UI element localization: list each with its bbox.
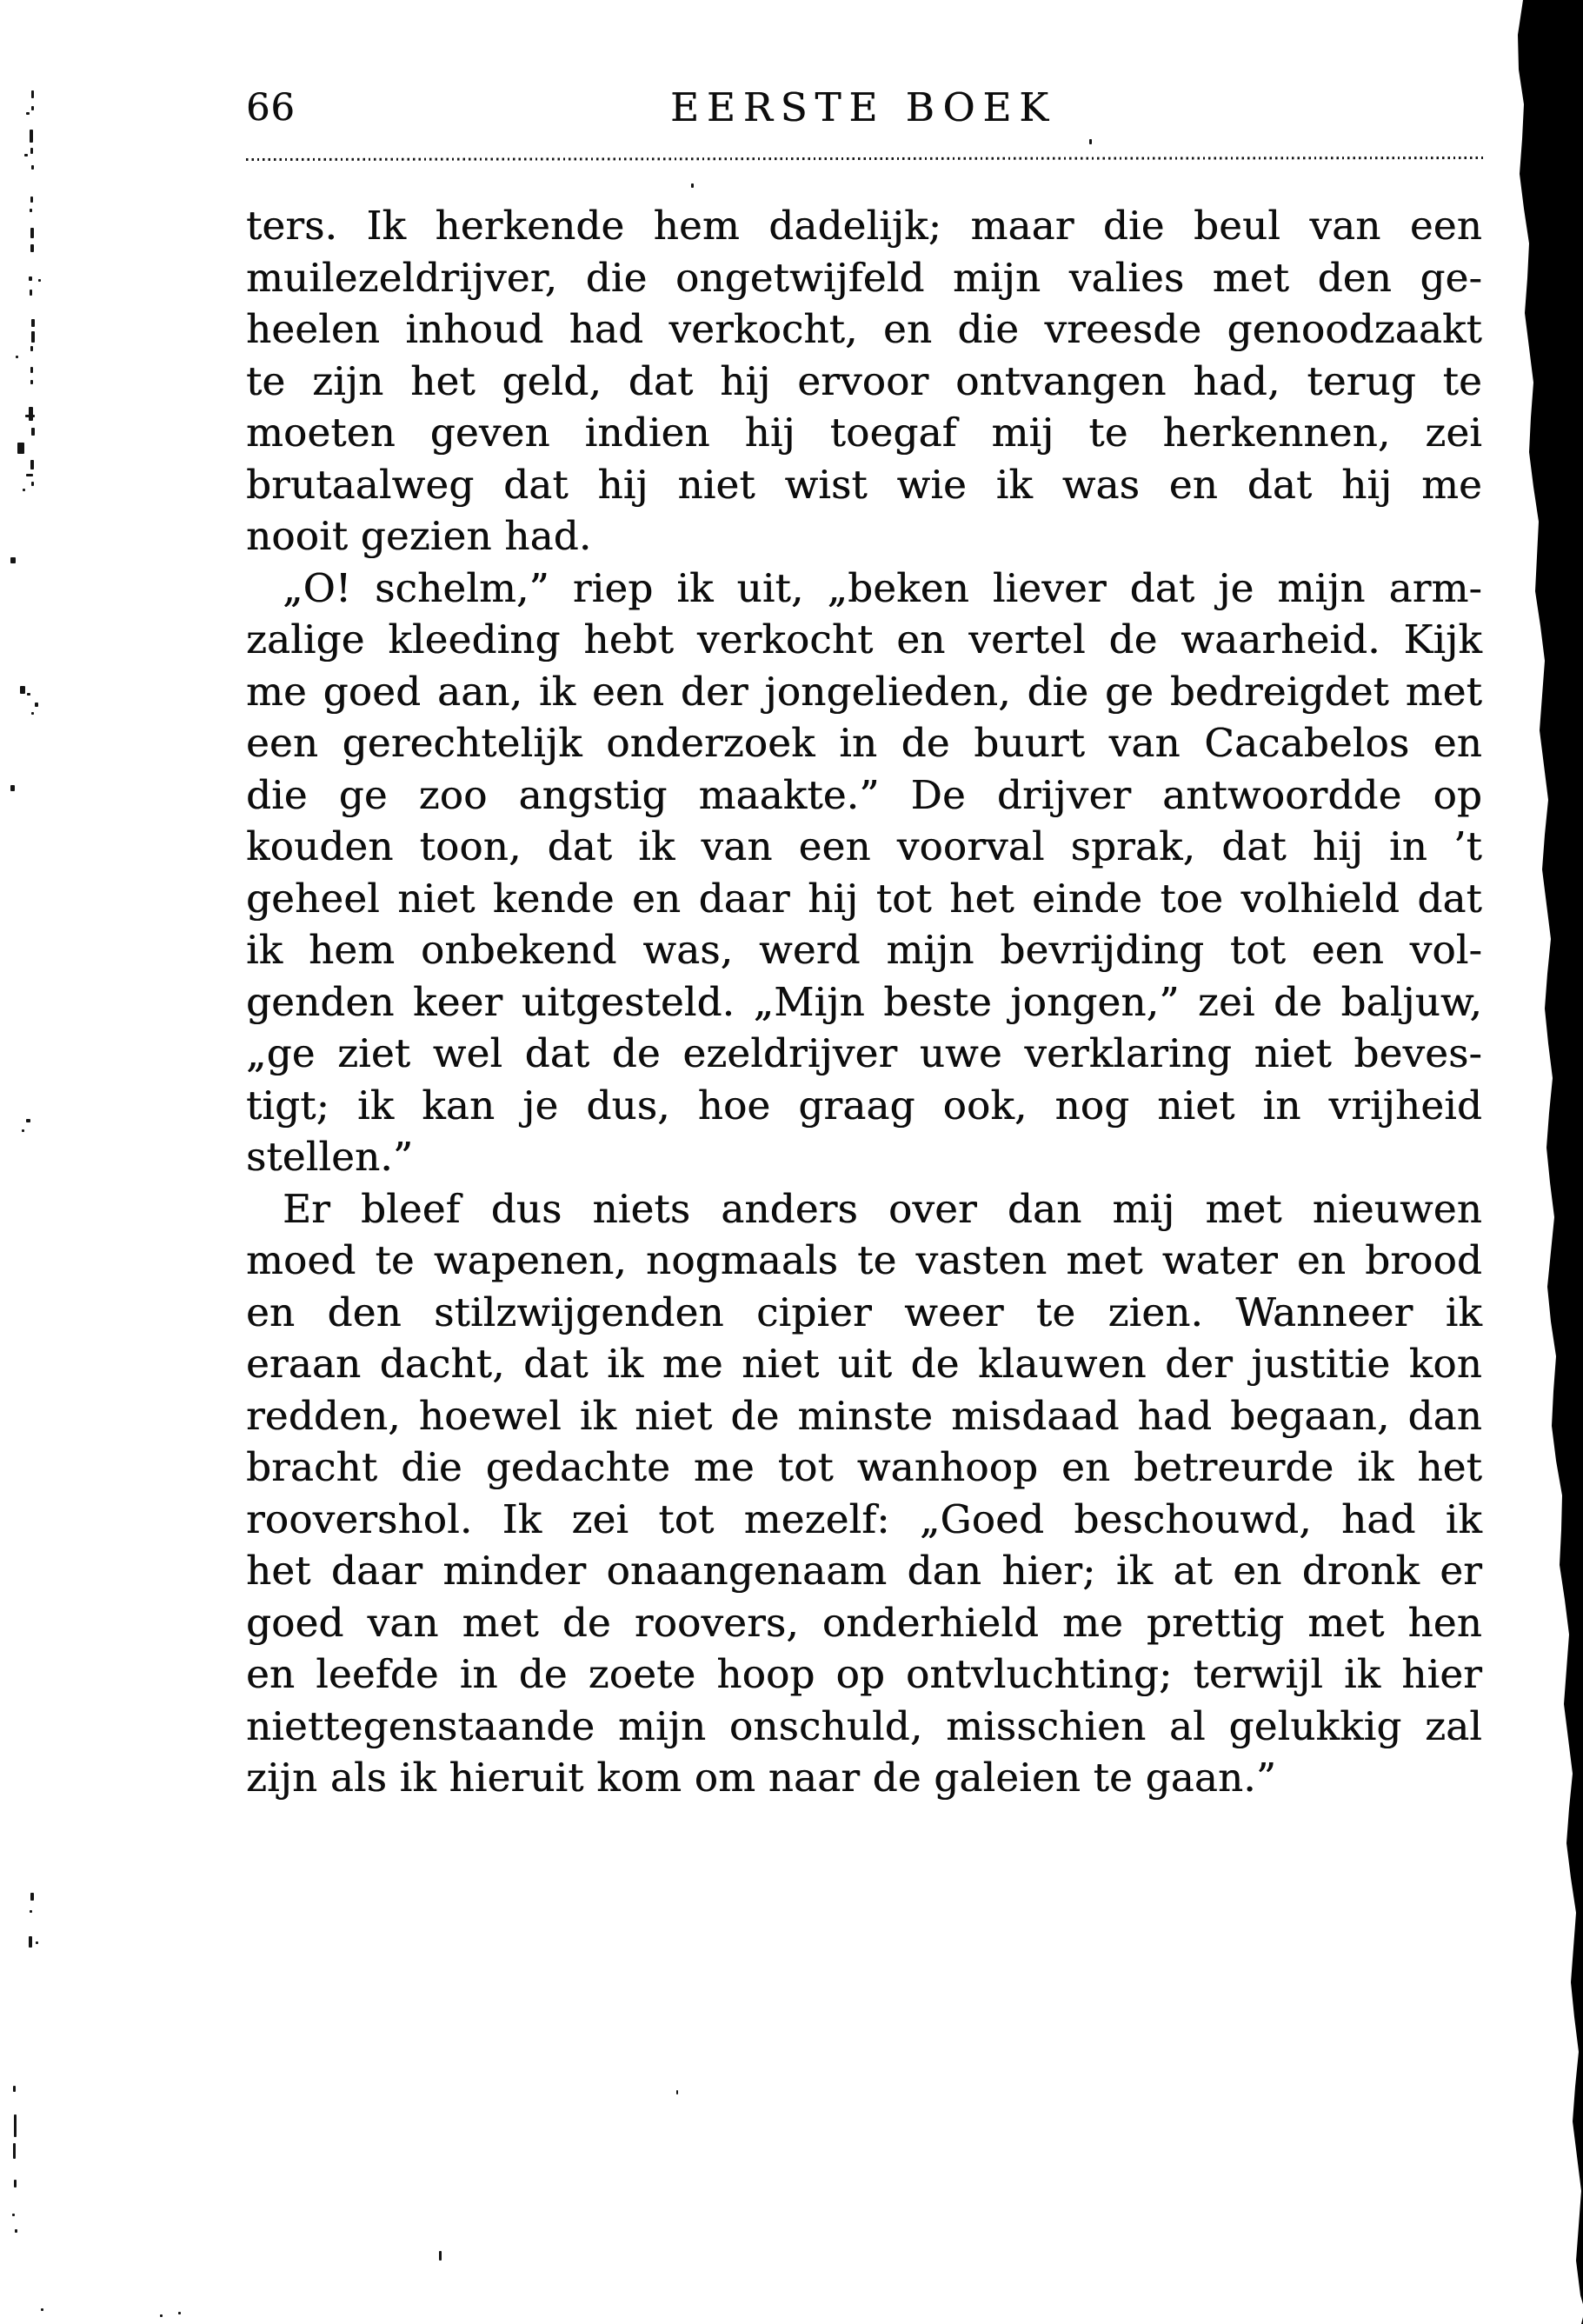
scan-speck [30, 196, 33, 203]
running-title: EERSTE BOEK [670, 84, 1056, 130]
scan-speck [691, 183, 694, 188]
scan-speck [25, 415, 35, 417]
text-line: ters. Ik herkende hem dadelijk; maar die beul van een [246, 203, 1482, 249]
scan-speck [31, 331, 35, 343]
text-line: te zijn het geld, dat hij ervoor ontvangen had, terug te [246, 357, 1482, 404]
scan-speck [30, 290, 32, 296]
text-line: die ge zoo angstig maakte.” De drijver antwoordde op [246, 771, 1482, 818]
scan-speck [23, 489, 25, 491]
scan-speck [22, 1129, 24, 1132]
text-line: ik hem onbekend was, werd mijn bevrijding tot een vol- [246, 927, 1482, 973]
text-line: roovershol. Ik zei tot mezelf: „Goed beschouwd, had ik [246, 1495, 1482, 1542]
scan-speck [30, 1910, 32, 1913]
scan-speck [26, 474, 33, 476]
text-line: niettegenstaande mijn onschuld, misschien al gelukkig zal [246, 1702, 1482, 1749]
scan-speck [26, 112, 30, 115]
text-line: me goed aan, ik een der jongelieden, die ge bedreigdet met [246, 668, 1482, 715]
header-dotted-rule [246, 156, 1485, 161]
scan-speck [24, 154, 28, 156]
scan-speck [1089, 139, 1092, 144]
text-line: eraan dacht, dat ik me niet uit de klauwen der justitie kon [246, 1341, 1482, 1387]
scan-speck [31, 482, 34, 486]
scan-speck [26, 1119, 30, 1122]
scan-speck [30, 148, 33, 154]
scan-speck [29, 276, 32, 281]
text-line: moed te wapenen, nogmaals te vasten met water en brood [246, 1237, 1482, 1283]
text-line: moeten geven indien hij toegaf mij te herkennen, zei [246, 410, 1482, 456]
scan-speck [31, 319, 35, 327]
text-line: en leefde in de zoete hoop op ontvluchting; terwijl ik hier [246, 1651, 1482, 1697]
scan-speck [30, 244, 34, 252]
scan-speck [41, 2308, 43, 2311]
text-line: „ge ziet wel dat de ezeldrijver uwe verklaring niet beves- [246, 1030, 1482, 1076]
text-line: geheel niet kende en daar hij tot het einde toe volhield dat [246, 875, 1482, 922]
scan-speck [29, 1936, 32, 1948]
scan-speck [10, 557, 16, 563]
scan-speck [14, 2114, 17, 2137]
scan-speck [16, 356, 18, 358]
scan-speck [36, 1941, 38, 1944]
scan-speck [30, 209, 32, 212]
text-line: Er bleef dus niets anders over dan mij met nieuwen [283, 1185, 1482, 1232]
scan-speck [20, 686, 25, 694]
scan-speck [30, 228, 34, 238]
scan-speck [27, 693, 30, 696]
scan-speck [31, 90, 34, 98]
scan-speck [14, 2180, 17, 2187]
scan-speck [31, 165, 34, 170]
scan-speck [30, 367, 33, 373]
body-text [246, 200, 1482, 1804]
scan-speck [30, 380, 33, 384]
text-line: het daar minder onaangenaam dan hier; ik at en dronk er [246, 1548, 1482, 1594]
scan-speck [38, 279, 41, 282]
scan-speck [31, 106, 34, 110]
scan-speck [676, 2090, 678, 2094]
text-line: tigt; ik kan je dus, hoe graag ook, nog niet in vrijheid [246, 1082, 1482, 1129]
text-line: bracht die gedachte me tot wanhoop en betreurde ik het [246, 1444, 1482, 1490]
text-line: goed van met de roovers, onderhield me prettig met hen [246, 1599, 1482, 1646]
scan-speck [178, 2312, 181, 2314]
scan-speck [13, 2086, 16, 2092]
text-line: heelen inhoud had verkocht, en die vreesde genoodzaakt [246, 306, 1482, 352]
scan-speck [31, 428, 35, 436]
scan-gutter-shadow [1504, 0, 1583, 2324]
text-line: zalige kleeding hebt verkocht en vertel de waarheid. Kijk [246, 616, 1482, 663]
text-line: kouden toon, dat ik van een voorval sprak, dat hij in ’t [246, 823, 1482, 869]
text-line: een gerechtelijk onderzoek in de buurt van Cacabelos en [246, 720, 1482, 766]
scan-speck [10, 785, 15, 791]
scan-speck [13, 2143, 16, 2159]
page-number: 66 [246, 86, 296, 130]
scan-speck [31, 712, 34, 715]
text-line: redden, hoewel ik niet de minste misdaad had begaan, dan [246, 1392, 1482, 1439]
text-line: nooit gezien had. [246, 513, 592, 559]
text-line: en den stilzwijgenden cipier weer te zien. Wanneer ik [246, 1289, 1482, 1335]
text-line: stellen.” [246, 1134, 414, 1180]
scan-speck [17, 443, 24, 454]
text-line: genden keer uitgesteld. „Mijn beste jongen,” zei de baljuw, [246, 978, 1482, 1025]
scan-speck [439, 2251, 442, 2261]
scan-speck [35, 703, 38, 707]
scan-speck [30, 346, 33, 351]
scan-speck [29, 407, 33, 421]
text-line: „O! schelm,” riep ik uit, „beken liever dat je mijn arm- [283, 564, 1482, 611]
scan-speck [30, 460, 34, 469]
scan-speck [15, 2229, 17, 2233]
text-line: zijn als ik hieruit kom om naar de galeien te gaan.” [246, 1755, 1277, 1801]
text-line: brutaalweg dat hij niet wist wie ik was en dat hij me [246, 461, 1482, 508]
scan-speck [30, 130, 33, 143]
scan-speck [30, 1893, 34, 1901]
scan-speck [12, 2214, 15, 2216]
scan-speck [160, 2314, 163, 2317]
text-line: muilezeldrijver, die ongetwijfeld mijn valies met den ge- [246, 254, 1482, 301]
